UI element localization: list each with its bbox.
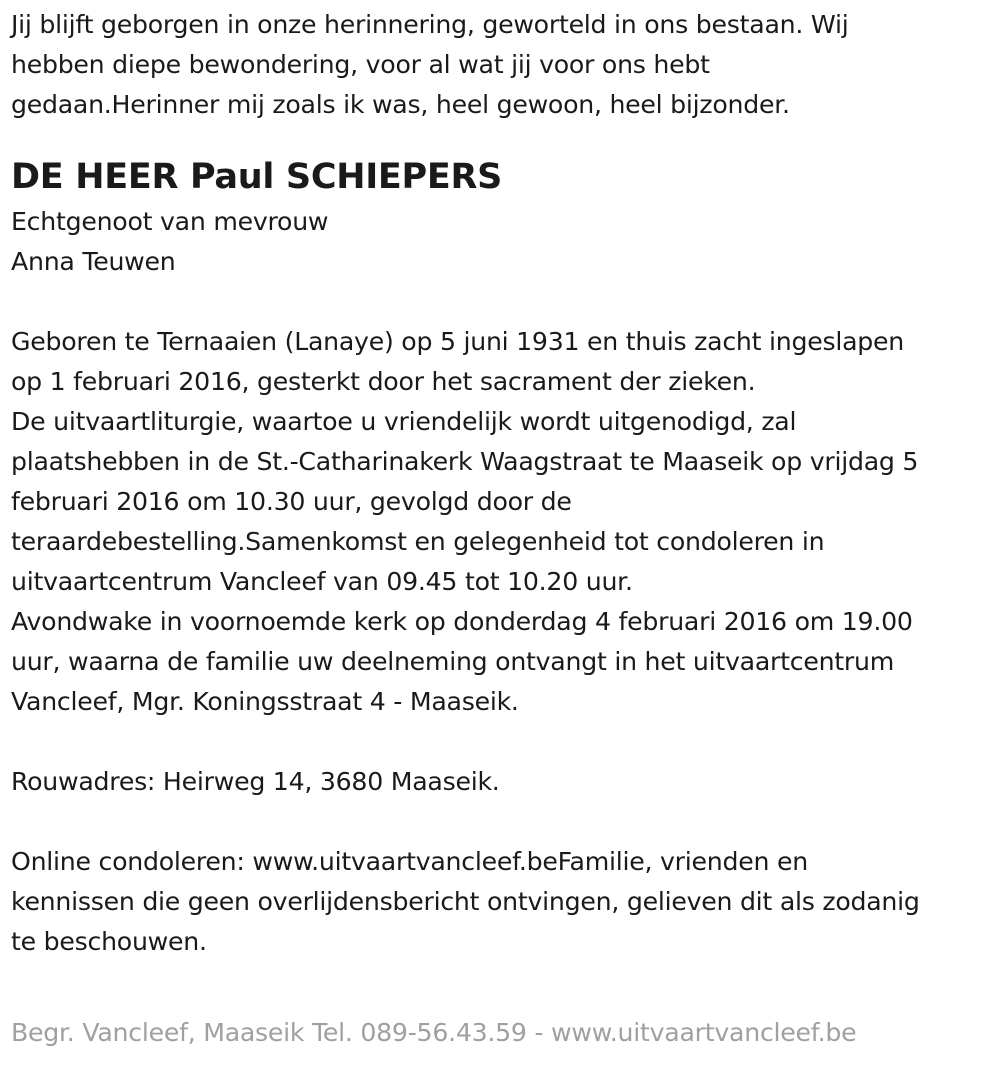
online-line: Online condoleren: www.uitvaartvancleef.beFamilie, vrienden en [11,847,808,876]
mourning-address: Rouwadres: Heirweg 14, 3680 Maaseik. [11,767,500,796]
details-line: teraardebestelling.Samenkomst en gelegenheid tot condoleren in [11,527,825,556]
details-line: uur, waarna de familie uw deelneming ontvangt in het uitvaartcentrum [11,647,895,676]
spacer [11,802,1000,842]
spacer [11,282,1000,322]
details-line: Geboren te Ternaaien (Lanaye) op 5 juni 1931 en thuis zacht ingeslapen [11,327,904,356]
details-line: op 1 februari 2016, gesterkt door het sacrament der zieken. [11,367,756,396]
details-line: Vancleef, Mgr. Koningsstraat 4 - Maaseik. [11,687,519,716]
online-line: te beschouwen. [11,927,207,956]
online-line: kennissen die geen overlijdensbericht ontvingen, gelieven dit als zodanig [11,887,920,916]
spacer [11,722,1000,762]
details-line: plaatshebben in de St.-Catharinakerk Waagstraat te Maaseik op vrijdag 5 [11,447,919,476]
intro-line: Jij blijft geborgen in onze herinnering, geworteld in ons bestaan. Wij [11,10,849,39]
funeral-home-footer: Begr. Vancleef, Maaseik Tel. 089-56.43.59 - www.uitvaartvancleef.be [11,1018,857,1047]
intro-poem [11,5,1000,125]
relation-line: Anna Teuwen [11,247,176,276]
intro-line: hebben diepe bewondering, voor al wat jij voor ons hebt [11,50,710,79]
relation-line: Echtgenoot van mevrouw [11,207,329,236]
details-block [11,322,1000,722]
details-line: februari 2016 om 10.30 uur, gevolgd door de [11,487,572,516]
details-line: uitvaartcentrum Vancleef van 09.45 tot 10.20 uur. [11,567,633,596]
deceased-name: DE HEER Paul SCHIEPERS [11,157,503,197]
details-line: Avondwake in voornoemde kerk op donderdag 4 februari 2016 om 19.00 [11,607,913,636]
online-condolences-block [11,842,1000,962]
relation-block [11,202,1000,282]
details-line: De uitvaartliturgie, waartoe u vriendelijk wordt uitgenodigd, zal [11,407,797,436]
intro-line: gedaan.Herinner mij zoals ik was, heel gewoon, heel bijzonder. [11,90,790,119]
